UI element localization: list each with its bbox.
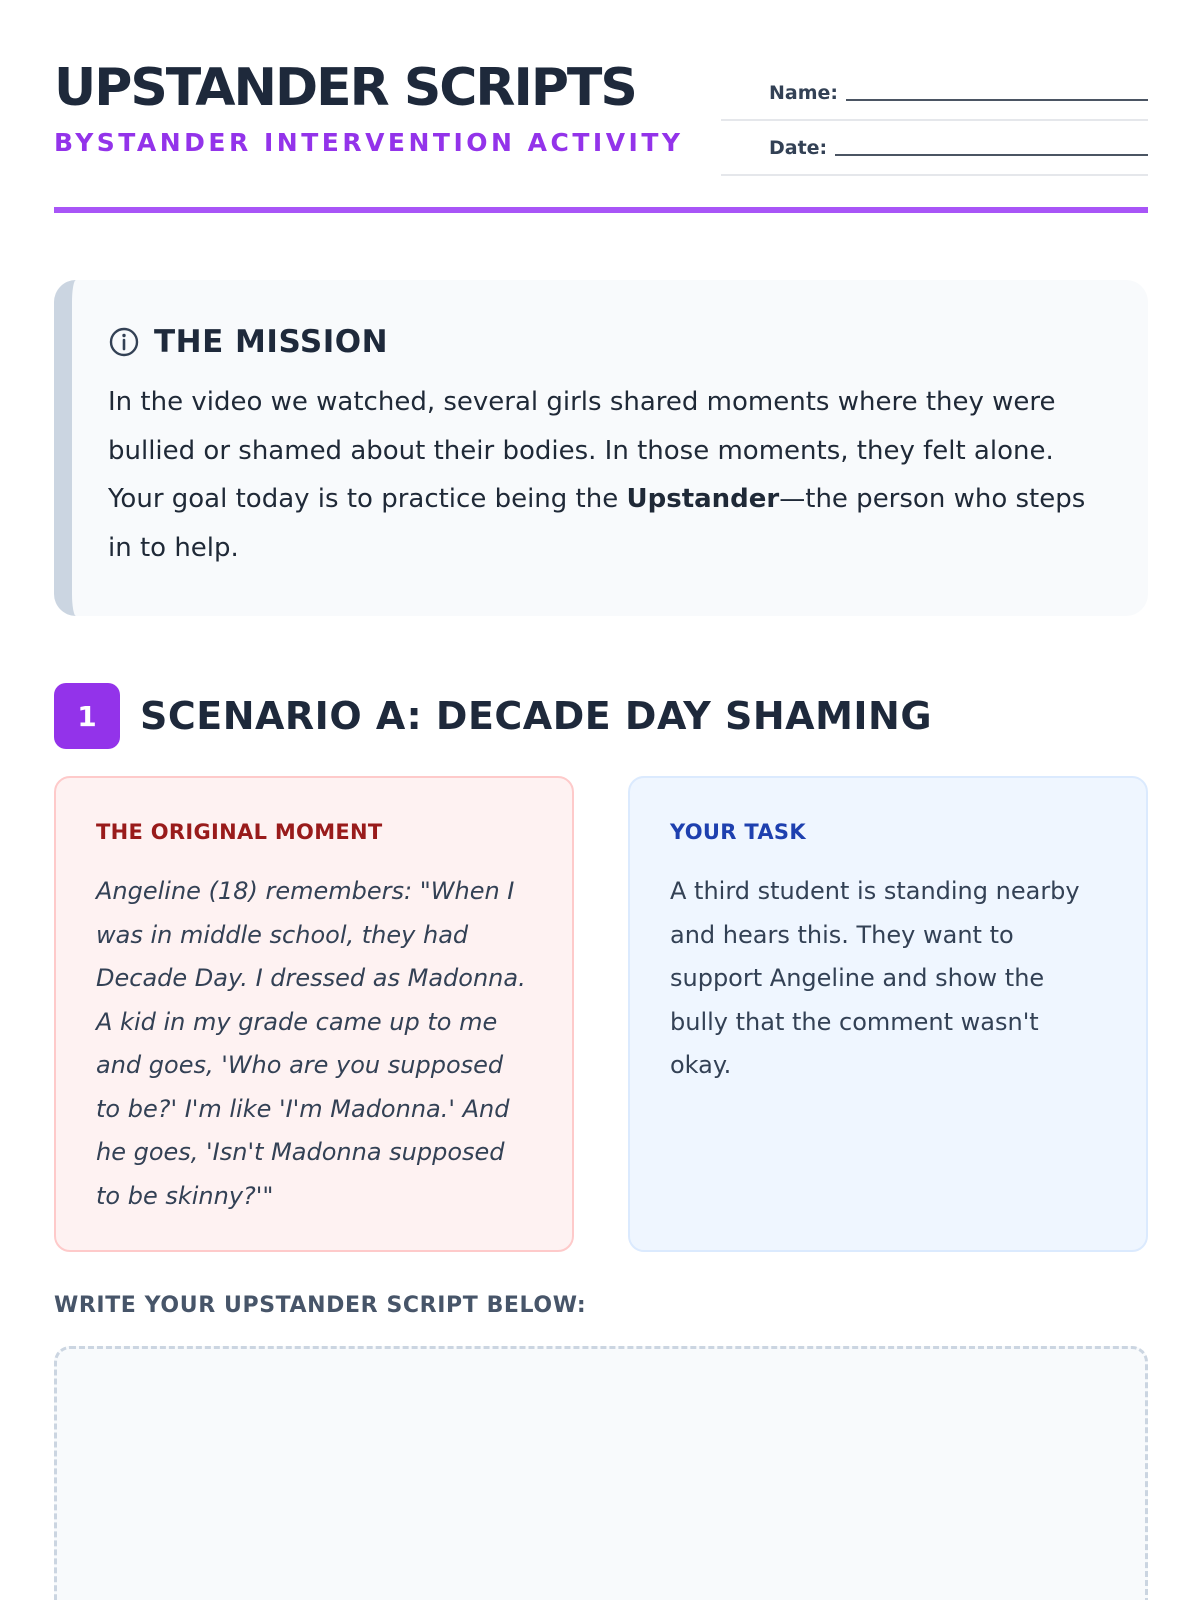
mission-text-start: In the video we watched, several girls shared moments where they were bullied or shamed about their bodies. In those moments, they felt alone. Your goal today is to practice being the bbox=[108, 387, 1056, 514]
mission-text-bold: Upstander bbox=[626, 484, 780, 514]
mission-text bbox=[108, 378, 1112, 572]
student-fields bbox=[721, 66, 1148, 176]
scenario-number-badge: 1 bbox=[54, 683, 120, 749]
header bbox=[54, 56, 1148, 176]
task-text: A third student is standing nearby and hears this. They want to support Angeline and show the bully that the comment wasn't okay. bbox=[670, 877, 1080, 1079]
page-subtitle: BYSTANDER INTERVENTION ACTIVITY bbox=[54, 128, 684, 157]
task-card bbox=[628, 776, 1148, 1252]
script-writing-area[interactable] bbox=[54, 1346, 1148, 1600]
name-line[interactable] bbox=[846, 99, 1148, 101]
page-title: UPSTANDER SCRIPTS bbox=[54, 58, 636, 118]
header-divider bbox=[54, 207, 1148, 213]
mission-box bbox=[54, 280, 1148, 616]
original-moment-card bbox=[54, 776, 574, 1252]
date-field[interactable] bbox=[721, 121, 1148, 176]
date-line[interactable] bbox=[835, 154, 1148, 156]
date-label: Date: bbox=[769, 136, 828, 159]
original-moment-text: Angeline (18) remembers: "When I was in middle school, they had Decade Day. I dressed as Madonna. A kid in my grade came up to me and goes, 'Who are you supposed to be?' I'm like 'I'm Madonna.' And he goes, 'Isn't Madonna supposed to be skinny?'" bbox=[96, 877, 526, 1210]
info-icon bbox=[108, 326, 140, 358]
original-moment-label: THE ORIGINAL MOMENT bbox=[96, 820, 383, 844]
name-field[interactable] bbox=[721, 66, 1148, 121]
mission-text-end: —the person who steps in to help. bbox=[108, 484, 1086, 563]
script-prompt-label: WRITE YOUR UPSTANDER SCRIPT BELOW: bbox=[54, 1293, 587, 1318]
mission-header bbox=[108, 322, 1112, 362]
task-label: YOUR TASK bbox=[670, 820, 806, 844]
mission-title: THE MISSION bbox=[154, 324, 389, 360]
scenario-heading bbox=[54, 683, 932, 749]
name-label: Name: bbox=[769, 81, 839, 104]
scenario-title: SCENARIO A: DECADE DAY SHAMING bbox=[140, 694, 933, 738]
